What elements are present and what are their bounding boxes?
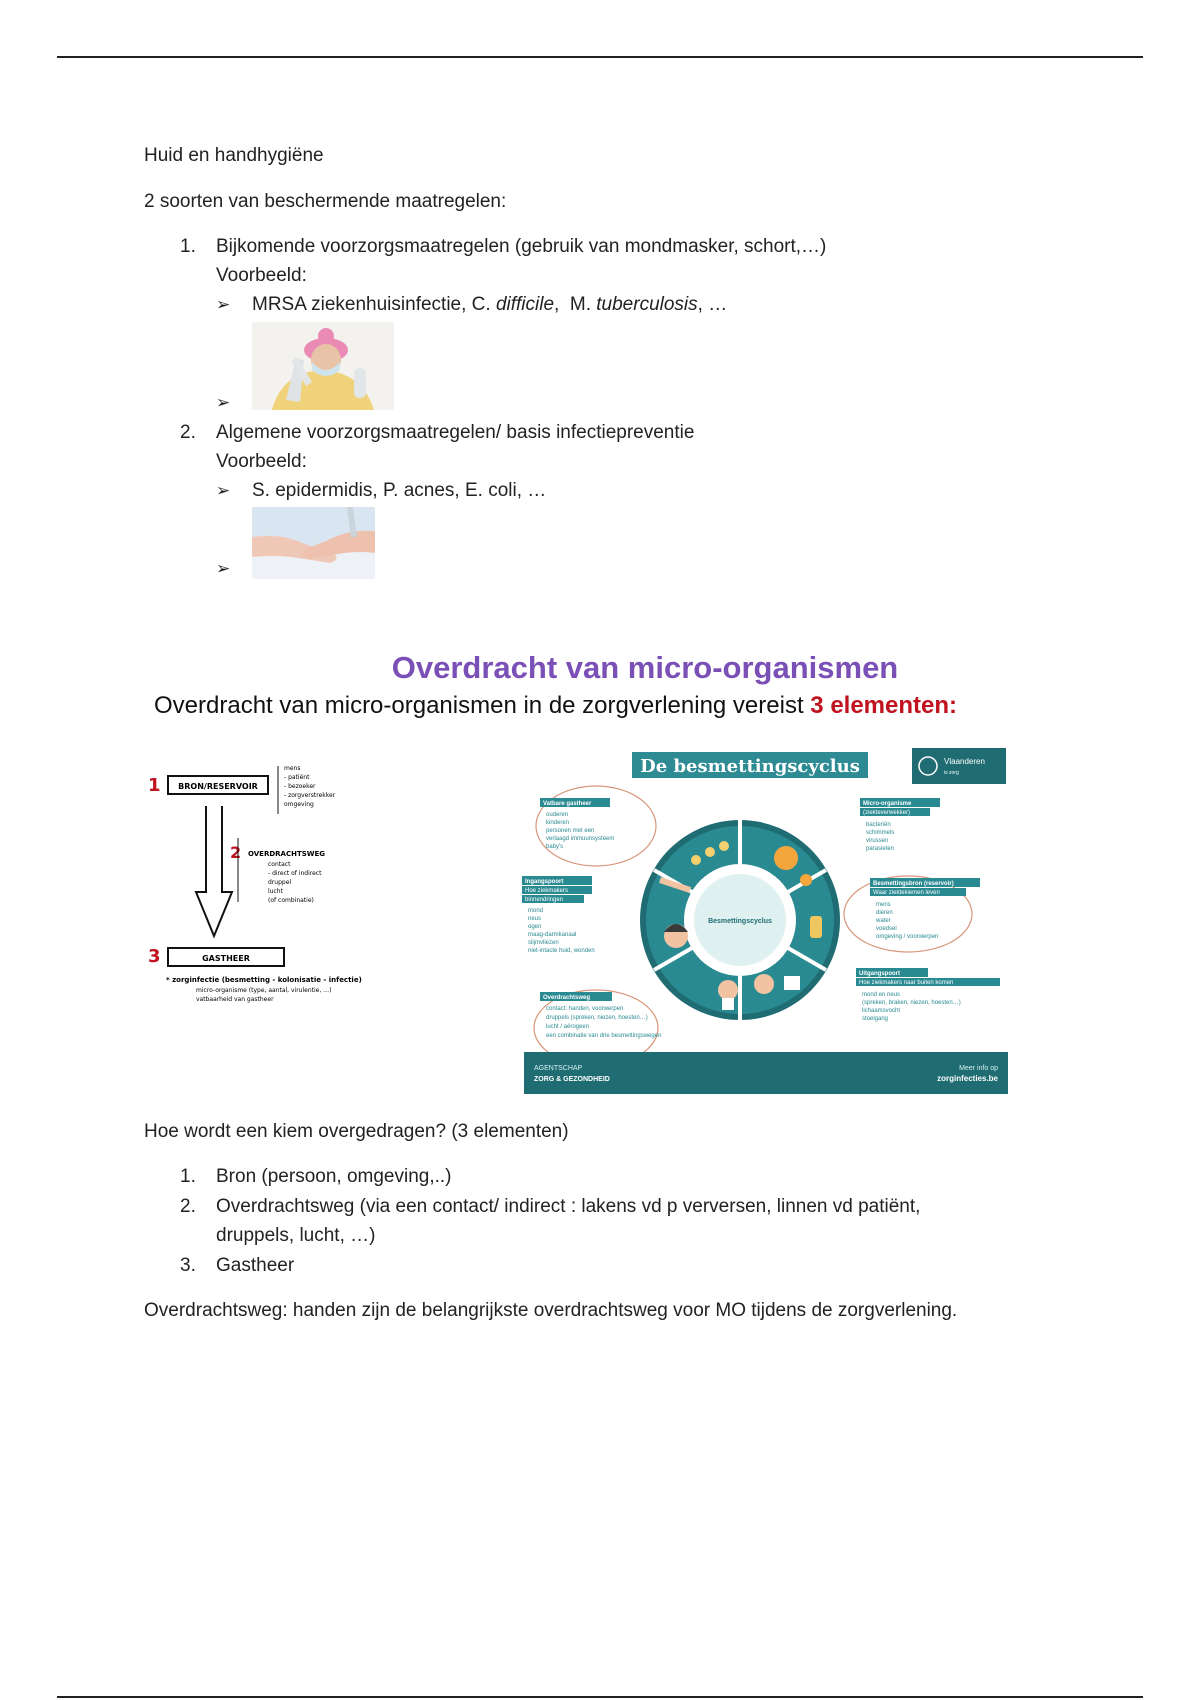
bullet-arrow-icon: ➢ bbox=[216, 481, 231, 500]
svg-text:(ziekteverwekker): (ziekteverwekker) bbox=[863, 810, 911, 816]
svg-text:mond: mond bbox=[528, 908, 544, 914]
svg-text:- direct of indirect: - direct of indirect bbox=[268, 870, 322, 877]
svg-text:mens: mens bbox=[876, 902, 891, 908]
footer-rule bbox=[57, 1696, 1143, 1698]
svg-text:maag-darmkanaal: maag-darmkanaal bbox=[528, 932, 577, 938]
step-number: 1 bbox=[148, 775, 161, 796]
svg-text:Overdrachtsweg: Overdrachtsweg bbox=[543, 995, 591, 1001]
list-item-title: Algemene voorzorgsmaatregelen/ basis infectiepreventie bbox=[216, 422, 695, 443]
svg-text:druppel: druppel bbox=[268, 879, 292, 886]
svg-text:vatbaarheid van gastheer: vatbaarheid van gastheer bbox=[196, 996, 274, 1003]
svg-text:virussen: virussen bbox=[866, 838, 889, 844]
svg-text:Hoe ziekmakers naar buiten kom: Hoe ziekmakers naar buiten komen bbox=[859, 980, 954, 986]
svg-text:slijmvliezen: slijmvliezen bbox=[528, 940, 559, 946]
svg-text:druppels (spreken, niezen, hoe: druppels (spreken, niezen, hoesten…) bbox=[546, 1015, 648, 1021]
svg-text:- bezoeker: - bezoeker bbox=[284, 783, 316, 790]
question-text: Hoe wordt een kiem overgedragen? (3 elementen) bbox=[144, 1121, 569, 1142]
cycle-center: Besmettingscyclus bbox=[708, 918, 772, 925]
doc-intro: 2 soorten van beschermende maatregelen: bbox=[144, 191, 507, 212]
svg-text:Hoe ziekmakers: Hoe ziekmakers bbox=[525, 888, 569, 894]
svg-text:(of combinatie): (of combinatie) bbox=[268, 897, 314, 904]
infection-cycle-poster bbox=[510, 740, 1010, 1096]
slide-subtitle: Overdracht van micro-organismen in de zorgverlening vereist 3 elementen: bbox=[154, 692, 958, 719]
svg-text:is zorg: is zorg bbox=[944, 770, 959, 776]
svg-text:een combinatie van drie besmet: een combinatie van drie besmettingswegen bbox=[546, 1033, 662, 1039]
bullet-text: MRSA ziekenhuisinfectie, C. difficile, M. tuberculosis, … bbox=[252, 294, 728, 315]
svg-text:Ingangspoort: Ingangspoort bbox=[525, 879, 564, 885]
svg-text:verlaagd immuunsysteem: verlaagd immuunsysteem bbox=[546, 836, 615, 842]
list-number: 1. bbox=[180, 1166, 196, 1187]
nurse-gloves-photo bbox=[252, 322, 394, 410]
svg-text:kinderen: kinderen bbox=[546, 820, 570, 826]
list-number: 2. bbox=[180, 422, 196, 443]
svg-text:contact: handen, voorwerpen: contact: handen, voorwerpen bbox=[546, 1006, 624, 1012]
svg-text:micro-organisme (type, aantal,: micro-organisme (type, aantal, virulentie, …) bbox=[196, 987, 332, 994]
svg-text:(spreken, braken, niezen, hoes: (spreken, braken, niezen, hoesten…) bbox=[862, 1000, 961, 1006]
example-label: Voorbeeld: bbox=[216, 265, 307, 286]
svg-text:Meer info op: Meer info op bbox=[959, 1065, 998, 1072]
label-route: OVERDRACHTSWEG bbox=[248, 850, 326, 858]
bullet-arrow-icon: ➢ bbox=[216, 295, 231, 314]
svg-text:bacteriën: bacteriën bbox=[866, 822, 891, 828]
list-item: Gastheer bbox=[216, 1255, 295, 1276]
svg-text:zorginfecties.be: zorginfecties.be bbox=[937, 1074, 998, 1083]
step-number: 2 bbox=[230, 843, 242, 862]
svg-text:ZORG & GEZONDHEID: ZORG & GEZONDHEID bbox=[534, 1076, 610, 1083]
svg-text:stoelgang: stoelgang bbox=[862, 1016, 889, 1022]
svg-text:Uitgangspoort: Uitgangspoort bbox=[859, 971, 900, 977]
svg-text:Waar ziektekiemen leven: Waar ziektekiemen leven bbox=[873, 890, 940, 896]
svg-text:- zorgverstrekker: - zorgverstrekker bbox=[284, 792, 336, 799]
svg-text:niet-intacte huid, wonden: niet-intacte huid, wonden bbox=[528, 948, 595, 954]
list-item-title: Bijkomende voorzorgsmaatregelen (gebruik van mondmasker, schort,…) bbox=[216, 236, 827, 257]
list-number: 3. bbox=[180, 1255, 196, 1276]
svg-text:lucht / aërogeen: lucht / aërogeen bbox=[546, 1024, 590, 1030]
bullet-arrow-icon: ➢ bbox=[216, 393, 231, 412]
header-rule bbox=[57, 56, 1143, 58]
svg-text:lucht: lucht bbox=[268, 888, 283, 895]
handwashing-photo bbox=[252, 507, 375, 579]
svg-text:water: water bbox=[876, 918, 891, 924]
box-host: GASTHEER bbox=[202, 954, 250, 963]
svg-text:- patiënt: - patiënt bbox=[284, 774, 310, 781]
doc-heading: Huid en handhygiëne bbox=[144, 145, 324, 166]
svg-text:* zorginfectie (besmetting - k: * zorginfectie (besmetting - kolonisatie - infectie) bbox=[166, 976, 362, 984]
list-item: Bron (persoon, omgeving,..) bbox=[216, 1166, 452, 1187]
svg-text:personen met een: personen met een bbox=[546, 828, 595, 834]
svg-text:Micro-organisme: Micro-organisme bbox=[863, 801, 912, 807]
poster-title: De besmettingscyclus bbox=[640, 756, 860, 777]
slide-title: Overdracht van micro-organismen bbox=[391, 650, 899, 685]
transmission-chain-diagram bbox=[144, 752, 444, 1022]
svg-text:binnendringen: binnendringen bbox=[525, 897, 564, 903]
conclusion-text: Overdrachtsweg: handen zijn de belangrijkste overdrachtsweg voor MO tijdens de zorgverlening. bbox=[144, 1300, 958, 1321]
logo-text: Vlaanderen bbox=[944, 757, 985, 766]
box-reservoir: BRON/RESERVOIR bbox=[178, 782, 258, 791]
svg-text:baby's: baby's bbox=[546, 844, 564, 850]
step-number: 3 bbox=[148, 946, 161, 967]
svg-text:schimmels: schimmels bbox=[866, 830, 895, 836]
svg-text:mond en neus: mond en neus bbox=[862, 992, 901, 998]
svg-text:ogen: ogen bbox=[528, 924, 542, 930]
list-number: 2. bbox=[180, 1196, 196, 1217]
svg-text:omgeving / voorwerpen: omgeving / voorwerpen bbox=[876, 934, 939, 940]
example-label: Voorbeeld: bbox=[216, 451, 307, 472]
svg-text:Besmettingsbron (reservoir): Besmettingsbron (reservoir) bbox=[873, 881, 954, 887]
svg-text:AGENTSCHAP: AGENTSCHAP bbox=[534, 1065, 583, 1072]
svg-text:omgeving: omgeving bbox=[284, 801, 314, 808]
list-item-continued: druppels, lucht, …) bbox=[216, 1225, 376, 1246]
list-item: Overdrachtsweg (via een contact/ indirect : lakens vd p verversen, linnen vd patiënt, bbox=[216, 1196, 921, 1217]
svg-text:ouderen: ouderen bbox=[546, 812, 569, 818]
svg-text:contact: contact bbox=[268, 861, 291, 868]
bullet-arrow-icon: ➢ bbox=[216, 559, 231, 578]
svg-text:parasieten: parasieten bbox=[866, 846, 895, 852]
svg-text:lichaamsvocht: lichaamsvocht bbox=[862, 1008, 901, 1014]
bullet-text: S. epidermidis, P. acnes, E. coli, … bbox=[252, 480, 547, 501]
svg-text:Vatbare gastheer: Vatbare gastheer bbox=[543, 801, 592, 807]
svg-text:voedsel: voedsel bbox=[876, 926, 897, 932]
list-number: 1. bbox=[180, 236, 196, 257]
svg-text:dieren: dieren bbox=[876, 910, 893, 916]
svg-text:neus: neus bbox=[528, 916, 542, 922]
svg-text:mens: mens bbox=[284, 765, 301, 772]
